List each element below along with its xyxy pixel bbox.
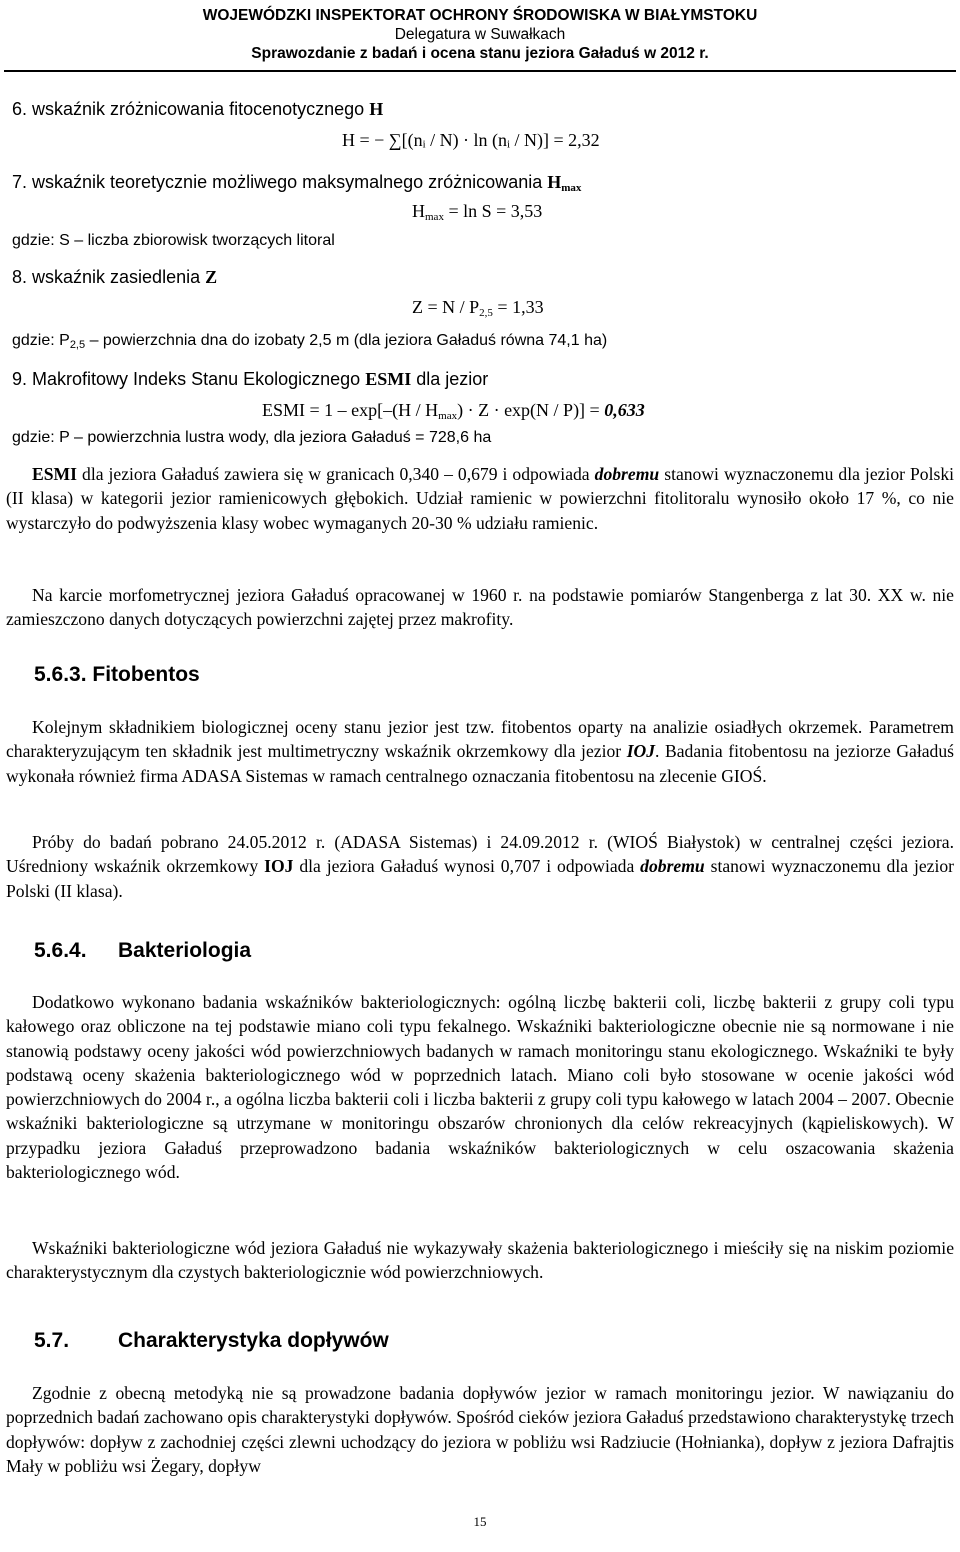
phytobenthos-paragraph-1: Kolejnym składnikiem biologicznej oceny stanu jezior jest tzw. fitobentos oparty na analizie osiadłych okrzemek. Parametrem charakteryzującym ten składnik jest multimetryczny wskaźnik okrzemkowy dla jezior IOJ. Badania fitobentosu na jeziorze Gaładuś wykonała również firma ADASA Sistemas w ramach centralnego oznaczania fitobentosu na zlecenie GIOŚ. — [6, 717, 954, 786]
index-7-definition: gdzie: S – liczba zbiorowisk tworzących litoral — [12, 232, 335, 249]
header-divider — [4, 70, 956, 72]
index-8-definition: gdzie: $P_{2,5}$ – powierzchnia dna do izobaty 2,5 m (dla jeziora Gaładuś równa 74,1 ha) — [12, 332, 608, 351]
section-563-heading: 5.6.3. Fitobentos — [34, 663, 200, 686]
header-delegation: Delegatura w Suwałkach — [394, 26, 566, 43]
index-9-title: 9. Makrofitowy Indeks Stanu Ekologicznego ESMI dla jezior — [12, 369, 489, 389]
header-institution: WOJEWÓDZKI INSPEKTORAT OCHRONY ŚRODOWISKA W BIAŁYMSTOKU — [202, 7, 758, 24]
index-9-formula: ESMI = $1 - \exp[-(H / H_{max}) \cdot Z \cdot \exp(N / P)] = 0,633$ — [262, 400, 645, 422]
index-8-title: 8. wskaźnik zasiedlenia Z — [12, 267, 218, 287]
index-9-definition: gdzie: P – powierzchnia lustra wody, dla jeziora Gaładuś = 728,6 ha — [12, 429, 492, 446]
page-header — [0, 6, 960, 63]
index-6-formula: H = − ∑[(nᵢ / N) · ln (nᵢ / N)] = 2,32 — [342, 130, 600, 150]
section-564-heading: 5.6.4. Bakteriologia — [34, 939, 252, 962]
index-6-title: 6. wskaźnik zróżnicowania fitocenotycznego H — [12, 99, 384, 119]
morphometric-map-paragraph: Na karcie morfometrycznej jeziora Gaładuś opracowanej w 1960 r. na podstawie pomiarów Stangenberga z lat 30. XX w. nie zamieszczono danych dotyczących powierzchni zajętej przez makrofity. — [6, 585, 954, 630]
bacteriology-paragraph-1: Dodatkowo wykonano badania wskaźników bakteriologicznych: ogólną liczbę bakterii coli, liczbę bakterii z grupy coli typu kałowego oraz obliczone na tej podstawie miano coli typu fekalnego. Wskaźniki bakteriologiczne obecnie nie są normowane i nie stanowią podstawy oceny jakości wód powierzchniowych badanych w ramach monitoringu stanu ekologicznego. Wskaźniki te były podstawą oceny skażenia bakteriologicznego wód w poprzednich latach. Miano coli było stosowane w ocenie jakości wód powierzchniowych do 2004 r., a ogólna liczba bakterii coli i liczba bakterii z grupy coli typu kałowego w latach 2004 – 2007. Obecnie wskaźniki bakteriologiczne są utrzymane w monitoringu obszarów chronionych dla celów rekreacyjnych (kąpieliskowych). W przypadku jeziora Gaładuś przeprowadzono badania wskaźników bakteriologicznych w celu oszacowania skażenia bakteriologicznego wód. — [6, 992, 954, 1183]
phytobenthos-paragraph-2: Próby do badań pobrano 24.05.2012 r. (ADASA Sistemas) i 24.09.2012 r. (WIOŚ Białystok) w centralnej części jeziora. Uśredniony wskaźnik okrzemkowy IOJ dla jeziora Gaładuś wynosi 0,707 i odpowiada dobremu stanowi wyznaczonemu dla jezior Polski (II klasa). — [6, 832, 954, 901]
esmi-assessment-paragraph: ESMI dla jeziora Gaładuś zawiera się w granicach 0,340 – 0,679 i odpowiada dobremu stanowi wyznaczonemu dla jezior Polski (II klasa) w kategorii jezior ramienicowych głębokich. Udział ramienic w powierzchni fitolitoralu wynosiło około 17 %, co nie wystarczyło do podwyższenia klasy wobec wymaganych 20-30 % udziału ramienic. — [6, 464, 954, 533]
index-7-formula: $H_{max} = \ln S = 3,53$ — [412, 201, 543, 223]
inflows-paragraph: Zgodnie z obecną metodyką nie są prowadzone badania dopływów jezior w ramach monitoringu jezior. W nawiązaniu do poprzednich badań zachowano opis charakterystyki dopływów. Spośród cieków jeziora Gaładuś przedstawiono charakterystykę trzech dopływów: dopływ z zachodniej części zlewni uchodzący do jeziora w pobliżu wsi Radziucie (Hołnianka), dopływ z jeziora Dafrajtis Mały w pobliżu wsi Żegary, dopływ — [6, 1383, 954, 1476]
bacteriology-paragraph-2: Wskaźniki bakteriologiczne wód jeziora Gaładuś nie wykazywały skażenia bakteriologicznego i mieściły się na niskim poziomie charakterystycznym dla czystych bakteriologicznie wód powierzchniowych. — [6, 1238, 954, 1283]
header-report-title: Sprawozdanie z badań i ocena stanu jeziora Gaładuś w 2012 r. — [251, 45, 709, 62]
index-8-formula: $Z = N / P_{2,5} = 1,33$ — [412, 297, 544, 319]
page-number: 15 — [473, 1514, 487, 1529]
section-57-heading: 5.7. Charakterystyka dopływów — [34, 1329, 389, 1352]
index-7-title: 7. wskaźnik teoretycznie możliwego maksymalnego zróżnicowania $H_{max}$ — [12, 172, 582, 194]
